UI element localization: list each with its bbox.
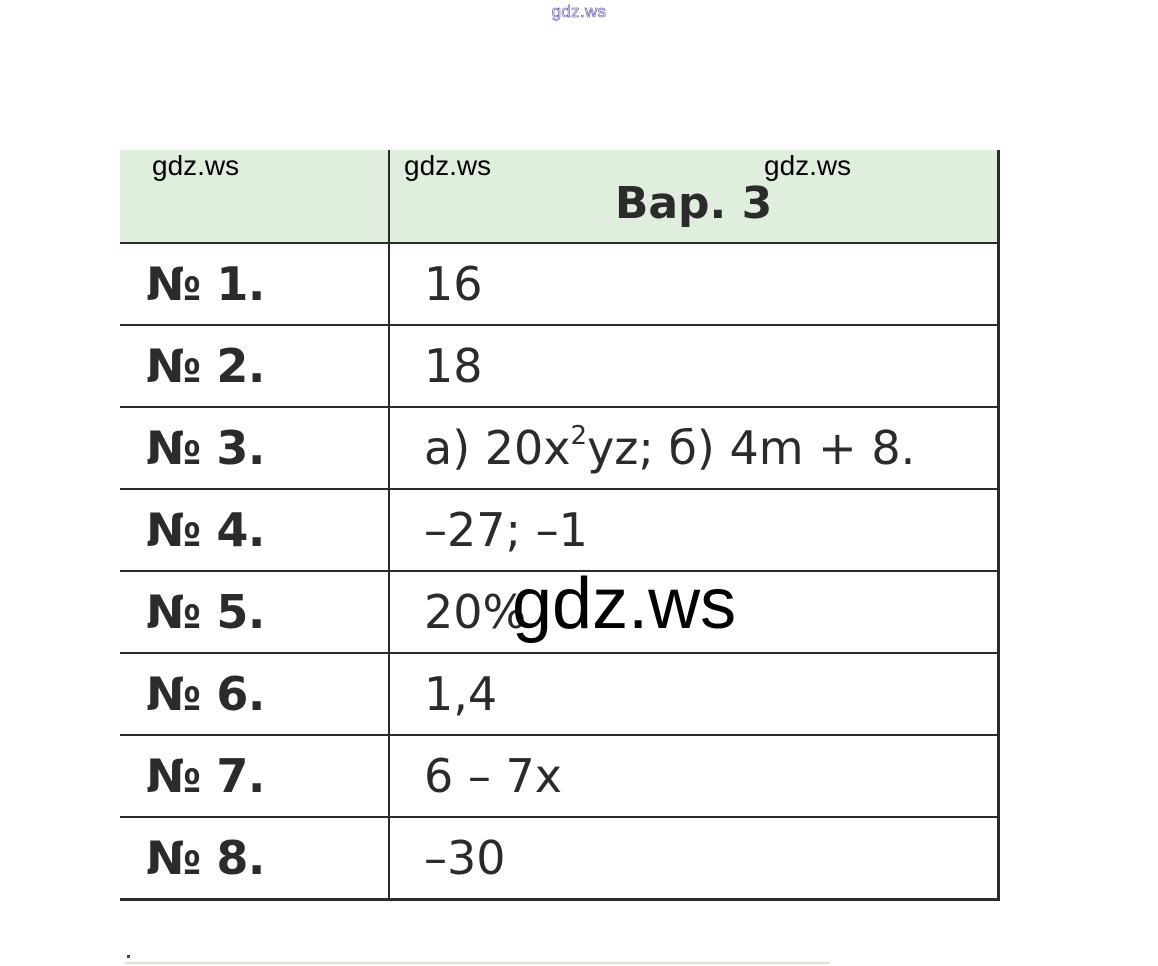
- row-number: № 2.: [120, 325, 389, 407]
- row-number: № 5.: [120, 571, 389, 653]
- row-number: № 4.: [120, 489, 389, 571]
- watermark-header-3: gdz.ws: [764, 150, 852, 181]
- row-answer: 18: [389, 325, 999, 407]
- row-number: № 7.: [120, 735, 389, 817]
- answer-part-suffix: yz; б) 4m + 8.: [587, 421, 916, 475]
- table-header-row: [120, 150, 999, 243]
- row-number: № 6.: [120, 653, 389, 735]
- answer-exponent: 2: [570, 421, 588, 451]
- row-answer: 6 – 7x: [389, 735, 999, 817]
- stray-dot: [127, 955, 130, 958]
- variant-title: Вар. 3: [389, 150, 999, 243]
- row-answer: 1,4: [389, 653, 999, 735]
- row-answer: 16: [389, 243, 999, 325]
- watermark-header-1: gdz.ws: [152, 150, 240, 181]
- row-answer: –30: [389, 817, 999, 900]
- bottom-divider: [125, 962, 830, 964]
- answer-part-prefix: а) 20x: [424, 421, 571, 475]
- table-row: [120, 407, 999, 489]
- table-row: [120, 735, 999, 817]
- table-row: [120, 489, 999, 571]
- row-answer: 20%: [389, 571, 999, 653]
- watermark-header-2: gdz.ws: [404, 150, 492, 181]
- table-row: [120, 243, 999, 325]
- row-number: № 3.: [120, 407, 389, 489]
- row-answer: [389, 407, 999, 489]
- row-answer: –27; –1: [389, 489, 999, 571]
- table-row: [120, 817, 999, 900]
- table-row: [120, 325, 999, 407]
- table-row: [120, 653, 999, 735]
- watermark-center: gdz.ws: [512, 564, 737, 644]
- row-number: № 8.: [120, 817, 389, 900]
- top-watermark: gdz.ws: [551, 2, 607, 21]
- row-number: № 1.: [120, 243, 389, 325]
- answers-table: [120, 150, 1000, 901]
